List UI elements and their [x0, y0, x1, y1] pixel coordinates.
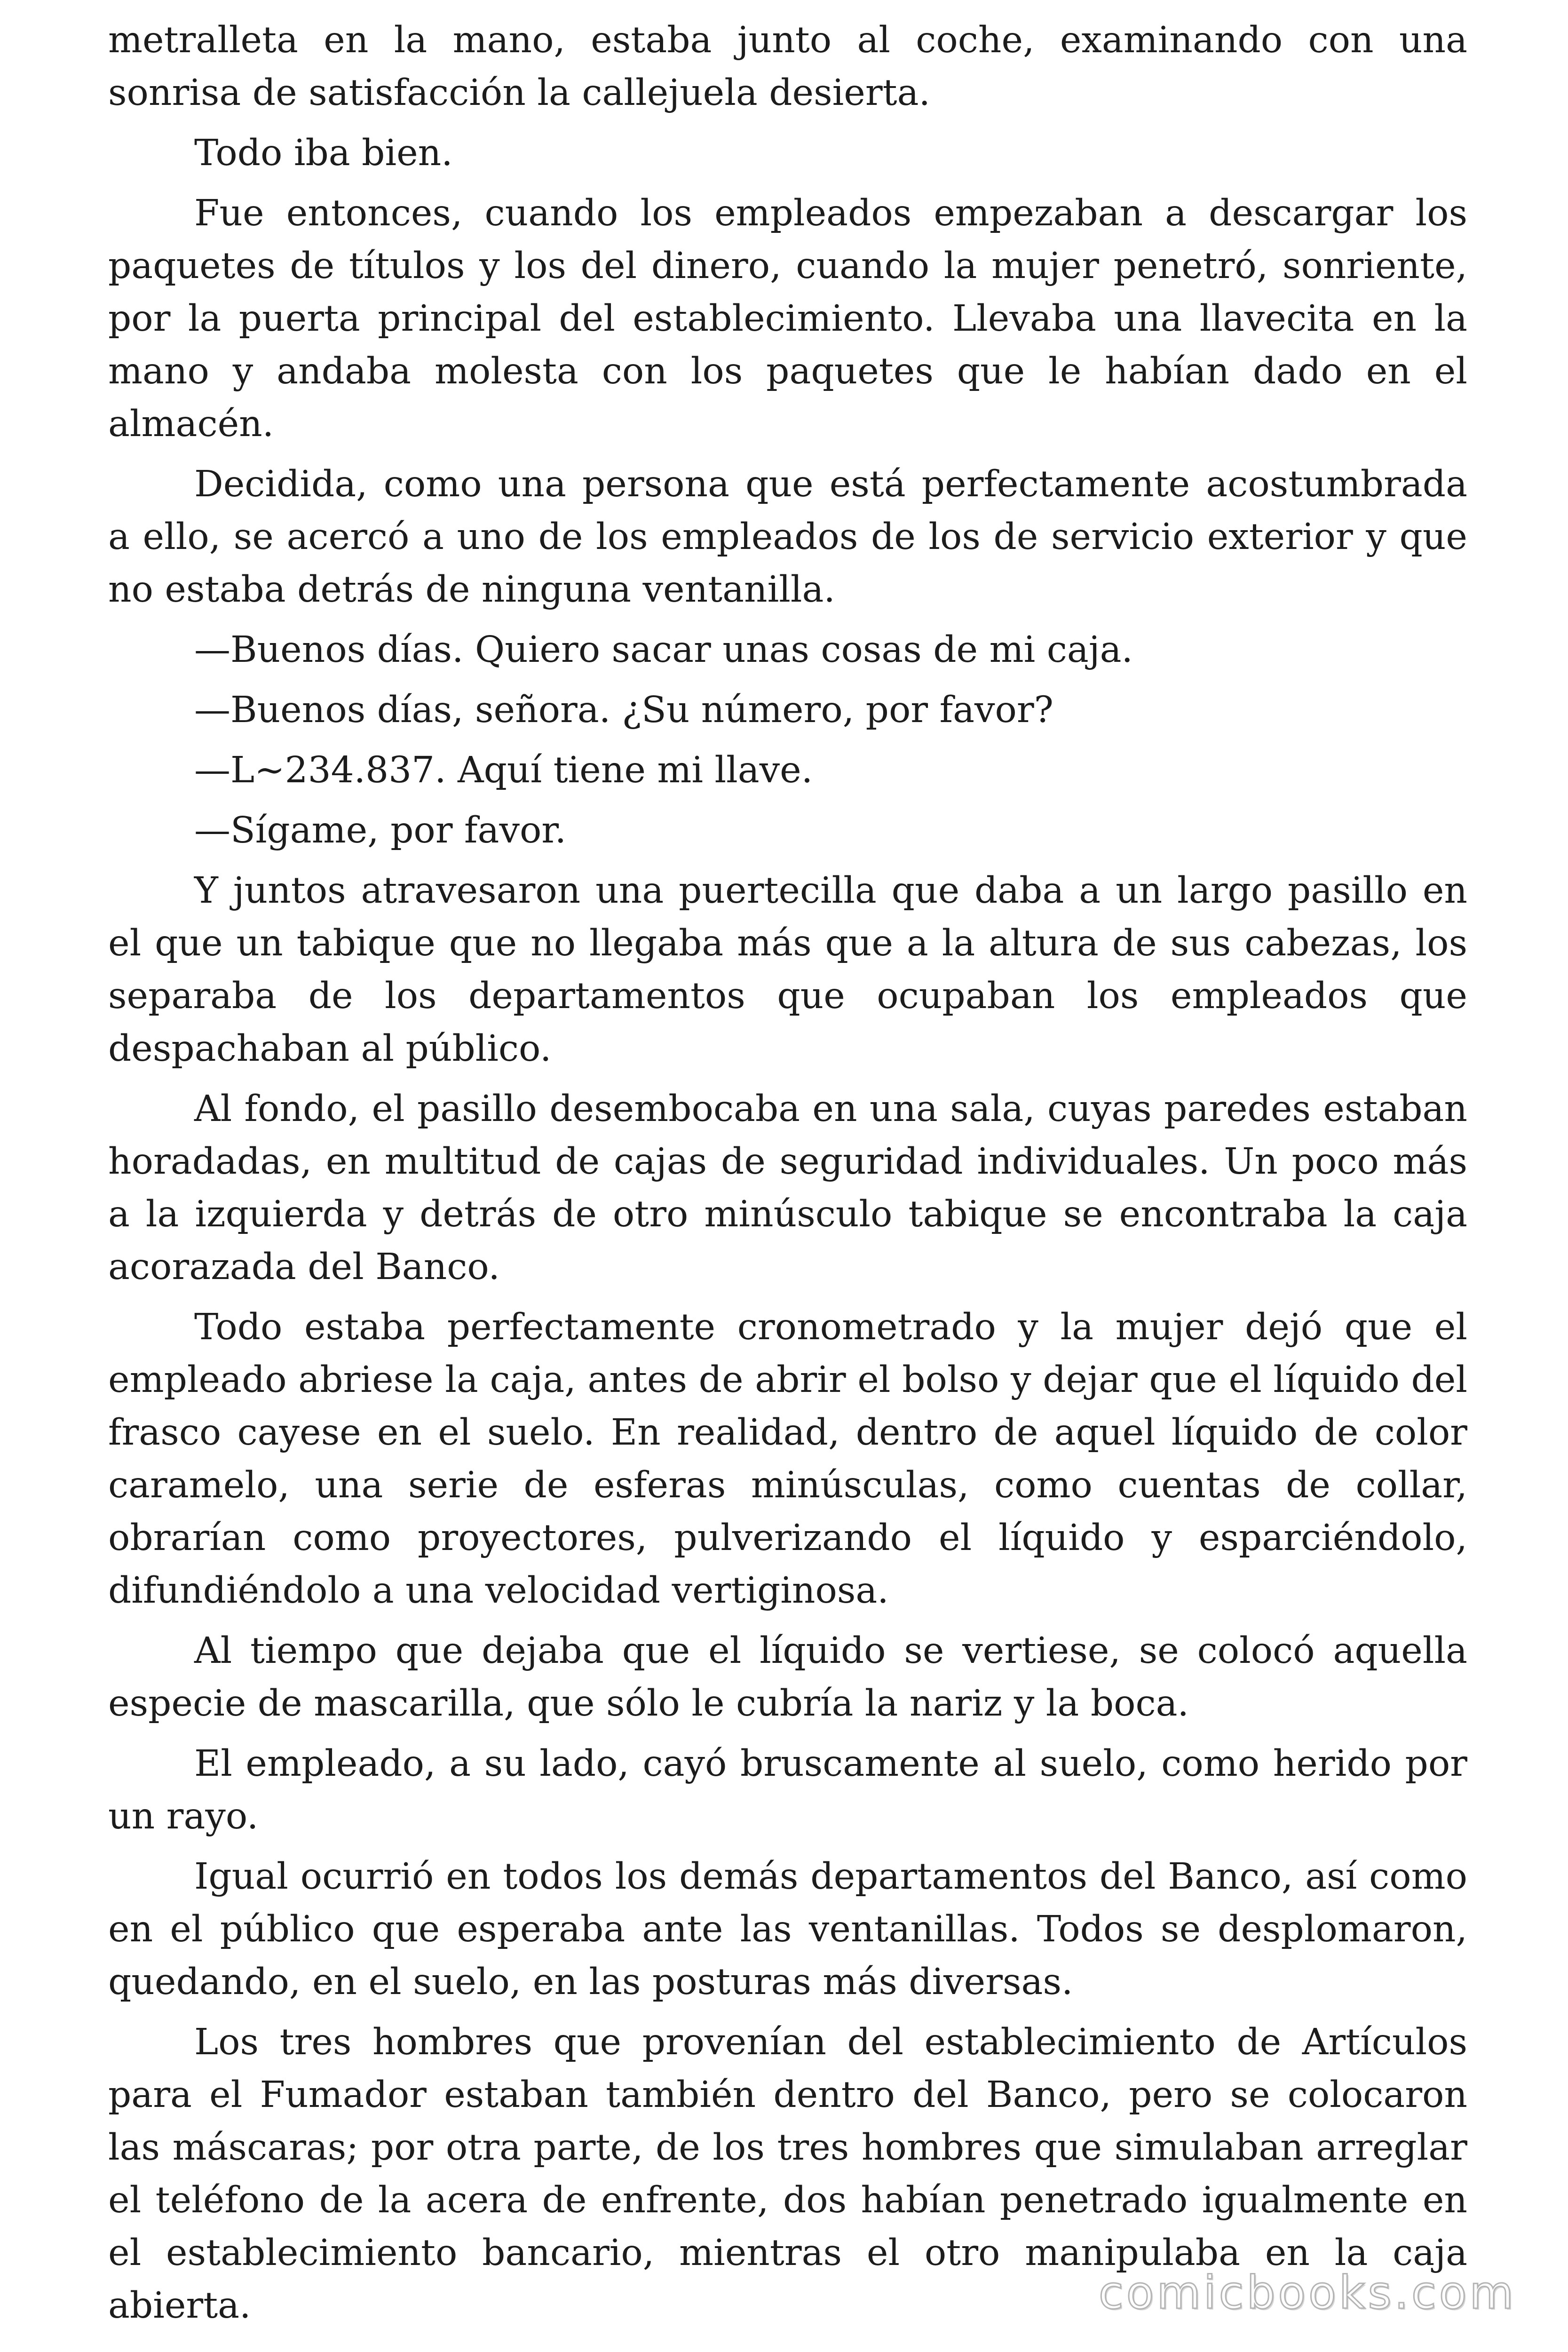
paragraph-4: Decidida, como una persona que está perfectamente acostumbrada a ello, se acercó a uno de los empleados de los de servicio exterior y que no estaba detrás de ninguna ventanilla. [108, 463, 1467, 611]
paragraph-10: Al fondo, el pasillo desembocaba en una sala, cuyas paredes estaban horadadas, en multitud de cajas de seguridad individuales. Un poco más a la izquierda y detrás de otro minúsculo tabique se encontraba la caja acorazada del Banco. [108, 1088, 1467, 1288]
paragraph-15: Los tres hombres que provenían del establecimiento de Artículos para el Fumador estaban también dentro del Banco, pero se colocaron las máscaras; por otra parte, de los tres hombres que simulaban arreglar el teléfono de la acera de enfrente, dos habían penetrado igualmente en el establecimiento bancario, mientras el otro manipulaba en la caja abierta. [108, 2021, 1467, 2327]
paragraph-1: metralleta en la mano, estaba junto al coche, examinando con una sonrisa de satisfacción la callejuela desierta. [108, 19, 1467, 114]
watermark: comicbooks.com [1098, 2266, 1516, 2319]
dialogue-line-1: —Buenos días. Quiero sacar unas cosas de mi caja. [194, 629, 1133, 671]
paragraph-13: El empleado, a su lado, cayó bruscamente al suelo, como herido por un rayo. [108, 1743, 1467, 1837]
paragraph-2: Todo iba bien. [194, 132, 453, 174]
dialogue-line-2: —Buenos días, señora. ¿Su número, por favor? [194, 689, 1053, 731]
paragraph-11: Todo estaba perfectamente cronometrado y la mujer dejó que el empleado abriese la caja, antes de abrir el bolso y dejar que el líquido del frasco cayese en el suelo. En realidad, dentro de aquel líquido de color caramelo, una serie de esferas minúsculas, como cuentas de collar, obrarían como proyectores, pulverizando el líquido y esparciéndolo, difundiéndolo a una velocidad vertiginosa. [108, 1306, 1467, 1612]
paragraph-3: Fue entonces, cuando los empleados empezaban a descargar los paquetes de títulos y los del dinero, cuando la mujer penetró, sonriente, por la puerta principal del establecimiento. Llevaba una llavecita en la mano y andaba molesta con los paquetes que le habían dado en el almacén. [108, 192, 1467, 445]
paragraph-9: Y juntos atravesaron una puertecilla que daba a un largo pasillo en el que un tabique que no llegaba más que a la altura de sus cabezas, los separaba de los departamentos que ocupaban los empleados que despachaban al público. [108, 870, 1467, 1070]
paragraph-12: Al tiempo que dejaba que el líquido se vertiese, se colocó aquella especie de mascarilla, que sólo le cubría la nariz y la boca. [108, 1630, 1467, 1724]
dialogue-line-3: —L~234.837. Aquí tiene mi llave. [194, 749, 813, 791]
paragraph-14: Igual ocurrió en todos los demás departamentos del Banco, así como en el público que esperaba ante las ventanillas. Todos se desplomaron, quedando, en el suelo, en las posturas más diversas. [108, 1856, 1467, 2003]
dialogue-line-4: —Sígame, por favor. [194, 810, 567, 851]
